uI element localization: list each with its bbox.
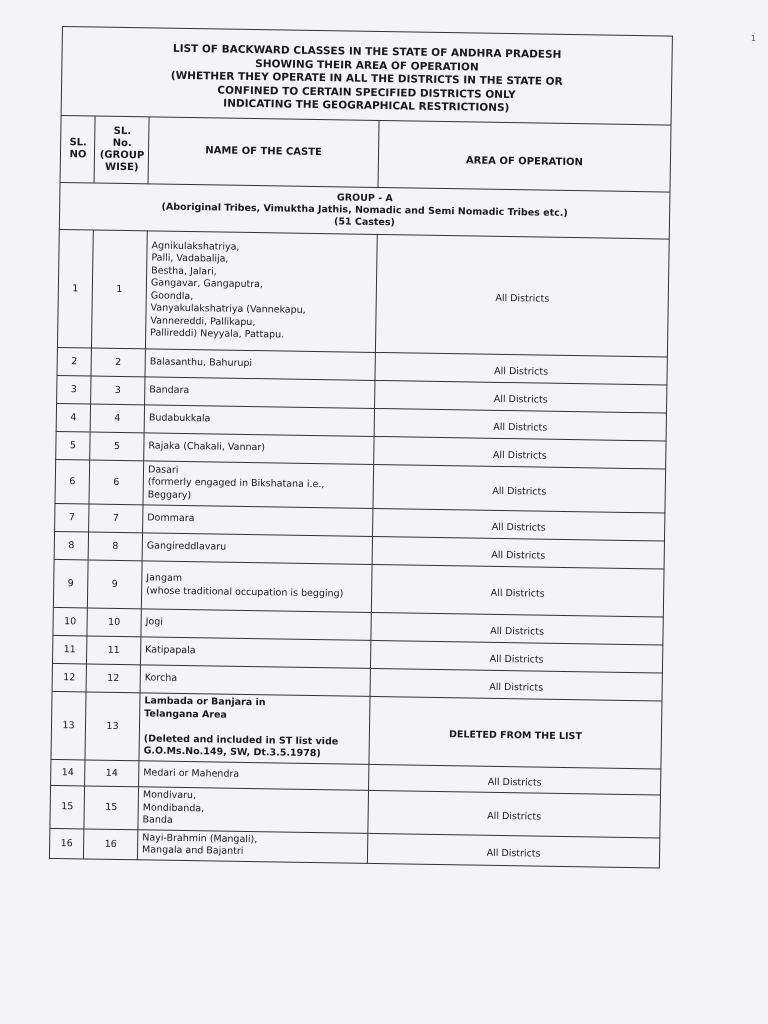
row-group-sl-no: 3 xyxy=(91,376,145,405)
row-area-of-operation: All Districts xyxy=(368,790,661,837)
row-caste-name: Mondivaru, Mondibanda, Banda xyxy=(138,787,369,833)
row-group-sl-no: 1 xyxy=(91,230,147,349)
header-group-sl-no: SL. No. (GROUP WISE) xyxy=(94,116,149,184)
row-caste-name: Balasanthu, Bahurupi xyxy=(145,349,375,381)
row-area-of-operation: All Districts xyxy=(372,536,664,569)
row-area-of-operation: All Districts xyxy=(375,234,669,357)
row-area-of-operation: DELETED FROM THE LIST xyxy=(369,696,662,769)
row-sl-no: 10 xyxy=(53,607,87,636)
row-sl-no: 7 xyxy=(55,503,89,532)
header-area-of-operation: AREA OF OPERATION xyxy=(378,120,671,192)
row-sl-no: 4 xyxy=(56,403,90,432)
row-group-sl-no: 8 xyxy=(88,532,142,561)
row-area-of-operation: All Districts xyxy=(369,764,661,795)
document-title: LIST OF BACKWARD CLASSES IN THE STATE OF ANDHRA PRADESH SHOWING THEIR AREA OF OPERATION (WHETHER THEY OPERATE IN ALL THE DISTRICTS IN THE STATE OR CONFINED TO CERTAIN SPECIFIED DISTRICTS ONLY INDICATING THE GEOGRAPHICAL RESTRICTIONS) xyxy=(61,27,672,126)
row-caste-name: Nayi-Brahmin (Mangali), Mangala and Bajantri xyxy=(137,829,367,863)
row-caste-name: Medari or Mahendra xyxy=(139,761,369,791)
row-area-of-operation: All Districts xyxy=(374,408,666,441)
row-group-sl-no: 14 xyxy=(85,760,139,787)
row-group-sl-no: 13 xyxy=(85,692,140,761)
row-sl-no: 13 xyxy=(51,691,86,760)
row-group-sl-no: 16 xyxy=(83,828,137,859)
row-sl-no: 1 xyxy=(57,229,93,348)
row-area-of-operation: All Districts xyxy=(371,564,664,617)
row-caste-name: Rajaka (Chakali, Vannar) xyxy=(144,433,374,465)
row-caste-name: Budabukkala xyxy=(144,405,374,437)
row-group-sl-no: 9 xyxy=(87,560,142,609)
row-sl-no: 15 xyxy=(50,785,85,828)
row-group-sl-no: 12 xyxy=(86,664,140,693)
header-caste-name: NAME OF THE CASTE xyxy=(148,117,379,188)
row-caste-name: Jogi xyxy=(141,609,371,641)
row-sl-no: 16 xyxy=(49,828,83,859)
row-group-sl-no: 6 xyxy=(89,460,144,505)
row-sl-no: 11 xyxy=(52,635,86,664)
row-area-of-operation: All Districts xyxy=(371,612,663,645)
backward-classes-document xyxy=(49,26,672,868)
header-sl-no: SL. NO xyxy=(60,115,95,183)
row-sl-no: 12 xyxy=(52,663,86,692)
row-sl-no: 3 xyxy=(57,375,91,404)
page-margin-mark: 1 xyxy=(750,34,756,43)
row-area-of-operation: All Districts xyxy=(375,380,667,413)
row-area-of-operation: All Districts xyxy=(370,640,662,673)
group-a-heading: GROUP - A (Aboriginal Tribes, Vimuktha Jathis, Nomadic and Semi Nomadic Tribes etc.) (51 Castes) xyxy=(59,182,670,239)
row-area-of-operation: All Districts xyxy=(374,436,666,469)
row-group-sl-no: 5 xyxy=(90,432,144,461)
row-group-sl-no: 7 xyxy=(89,504,143,533)
row-area-of-operation: All Districts xyxy=(373,464,666,513)
row-sl-no: 2 xyxy=(57,347,91,376)
row-area-of-operation: All Districts xyxy=(375,352,667,385)
row-group-sl-no: 2 xyxy=(91,348,145,377)
row-sl-no: 9 xyxy=(53,559,88,608)
row-caste-name: Bandara xyxy=(145,377,375,409)
row-caste-name: Katipapala xyxy=(140,637,370,669)
row-sl-no: 5 xyxy=(56,431,90,460)
row-area-of-operation: All Districts xyxy=(367,833,659,868)
row-area-of-operation: All Districts xyxy=(373,508,665,541)
row-caste-name: Dommara xyxy=(143,505,373,537)
row-sl-no: 6 xyxy=(55,459,90,504)
row-caste-name: Korcha xyxy=(140,665,370,697)
backward-classes-table xyxy=(49,26,673,868)
table-row xyxy=(57,229,669,357)
row-group-sl-no: 11 xyxy=(86,636,140,665)
table-row xyxy=(51,691,662,769)
row-area-of-operation: All Districts xyxy=(370,668,662,701)
row-sl-no: 14 xyxy=(51,759,85,786)
row-caste-name: Jangam (whose traditional occupation is begging) xyxy=(141,561,372,613)
row-group-sl-no: 15 xyxy=(84,786,139,829)
row-caste-name: Gangireddlavaru xyxy=(142,533,372,565)
row-caste-name: Lambada or Banjara in Telangana Area (Deleted and included in ST list vide G.O.Ms.No.149, SW, Dt.3.5.1978) xyxy=(139,693,370,765)
row-group-sl-no: 4 xyxy=(90,404,144,433)
row-group-sl-no: 10 xyxy=(87,608,141,637)
row-caste-name: Agnikulakshatriya, Palli, Vadabalija, Bestha, Jalari, Gangavar, Gangaputra, Goondla, Vanyakulakshatriya (Vannekapu, Vannereddi, Pallikapu, Pallireddi) Neyyala, Pattapu. xyxy=(145,231,377,353)
row-caste-name: Dasari (formerly engaged in Bikshatana i.e., Beggary) xyxy=(143,461,374,509)
row-sl-no: 8 xyxy=(54,531,88,560)
